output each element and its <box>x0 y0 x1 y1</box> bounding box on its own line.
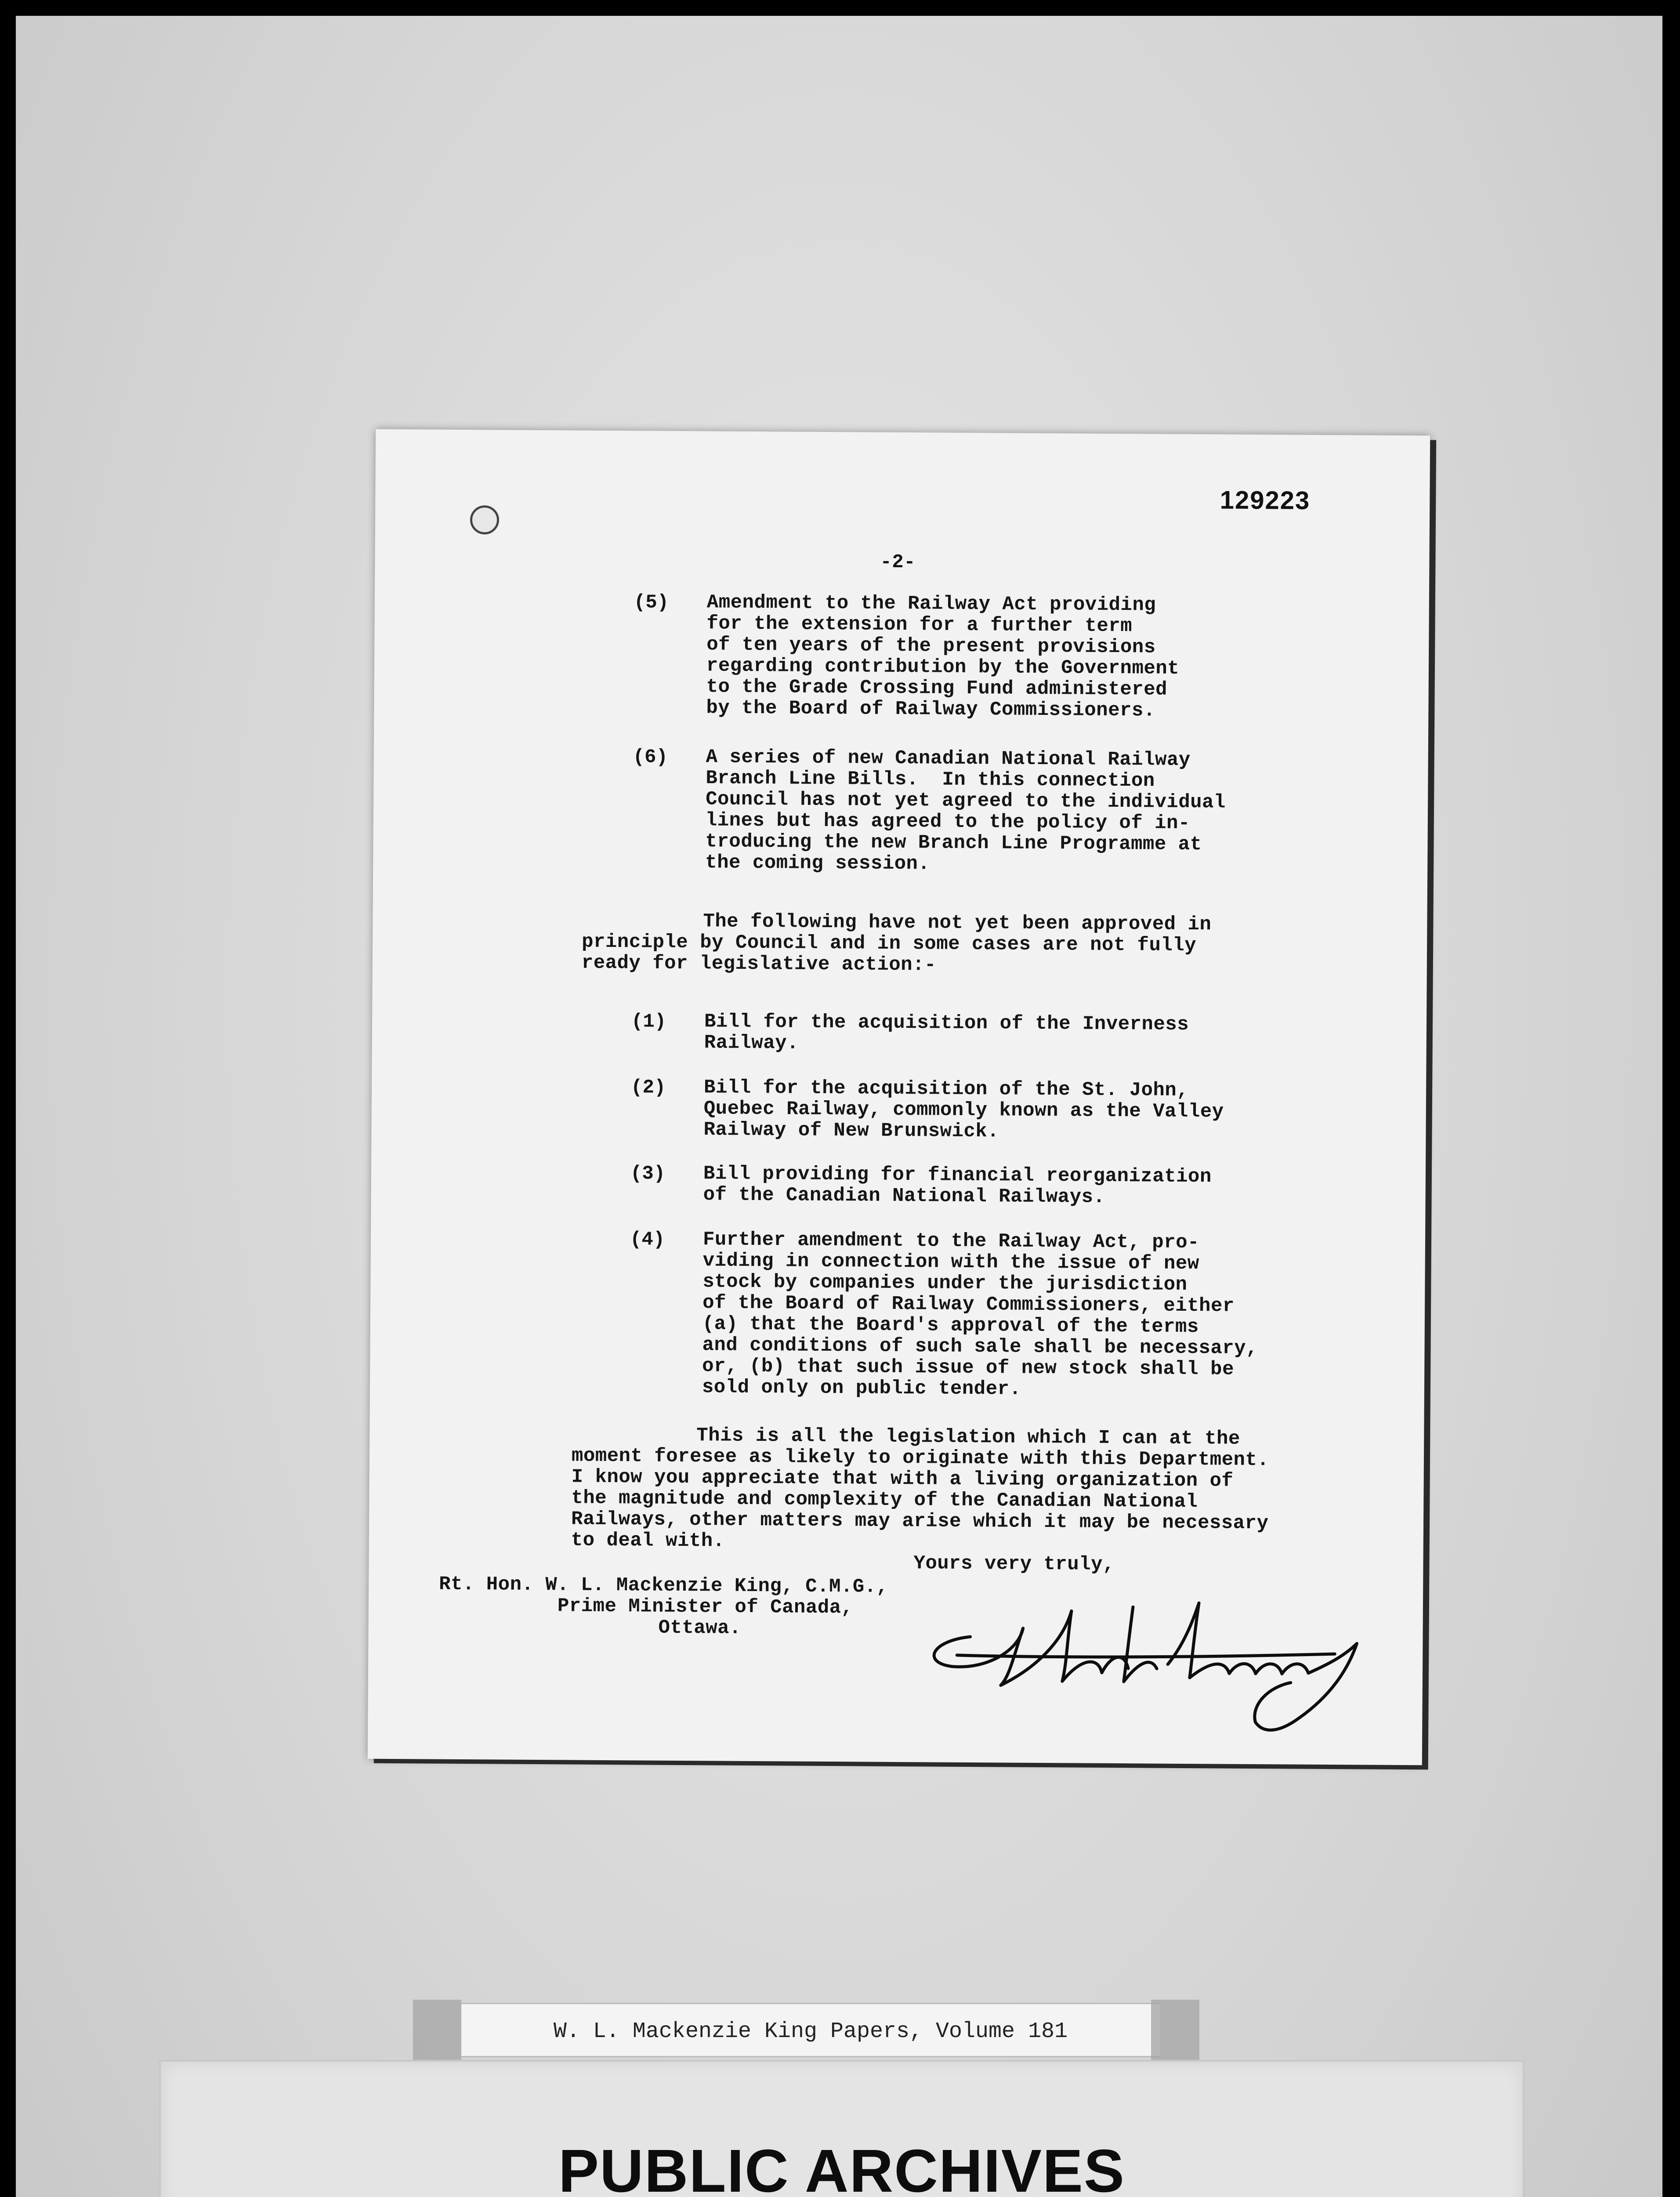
item-number: (1) <box>631 1011 666 1033</box>
item-line: sold only on public tender. <box>702 1376 1021 1400</box>
item-line: Railway. <box>704 1032 799 1055</box>
item-line: of the Board of Railway Commissioners, either <box>702 1292 1235 1317</box>
item-line: viding in connection with the issue of new <box>702 1250 1199 1275</box>
addressee-line: Rt. Hon. W. L. Mackenzie King, C.M.G., <box>439 1573 888 1598</box>
item-number: (4) <box>630 1229 665 1251</box>
volume-label: W. L. Mackenzie King Papers, Volume 181 <box>553 2019 1068 2044</box>
item-line: Bill providing for financial reorganization <box>703 1163 1212 1188</box>
item-line: Branch Line Bills. In this connection <box>706 767 1155 792</box>
item-line: of the Canadian National Railways. <box>703 1184 1105 1208</box>
letter-page <box>368 429 1430 1766</box>
closing-line: This is all the legislation which I can at the <box>696 1425 1241 1450</box>
complimentary-close: Yours very truly, <box>913 1552 1115 1576</box>
intro-line: principle by Council and in some cases are not fully <box>581 931 1197 957</box>
item-line: for the extension for a further term <box>706 613 1133 638</box>
archives-title-en: PUBLIC ARCHIVES <box>558 2137 1125 2197</box>
item-number: (3) <box>630 1163 666 1185</box>
item-line: the coming session. <box>705 852 930 875</box>
item-line: of ten years of the present provisions <box>706 634 1156 659</box>
item-number: (6) <box>633 746 668 769</box>
item-line: or, (b) that such issue of new stock shall be <box>702 1355 1235 1381</box>
item-line: (a) that the Board's approval of the terms <box>702 1313 1199 1338</box>
item-line: Council has not yet agreed to the individual <box>705 788 1226 814</box>
item-line: Quebec Railway, commonly known as the Valley <box>703 1098 1224 1123</box>
item-line: Bill for the acquisition of the Inverness <box>704 1011 1189 1036</box>
item-line: Amendment to the Railway Act providing <box>706 591 1156 616</box>
handwritten-signature <box>904 1553 1371 1740</box>
item-line: A series of new Canadian National Railway <box>706 746 1191 772</box>
closing-line: moment foresee as likely to originate with this Department. <box>571 1445 1269 1472</box>
document-number: 129223 <box>1220 486 1311 515</box>
page-label: -2- <box>880 551 916 574</box>
item-line: Bill for the acquisition of the St. John, <box>703 1077 1189 1102</box>
punch-hole <box>470 505 499 534</box>
volume-label-strip <box>461 2003 1160 2057</box>
intro-line: ready for legislative action:- <box>581 952 937 976</box>
closing-line: the magnitude and complexity of the Canadian National <box>571 1487 1198 1513</box>
closing-line: to deal with. <box>571 1529 725 1552</box>
tape <box>413 2000 461 2061</box>
item-line: to the Grade Crossing Fund administered <box>706 676 1168 701</box>
item-line: regarding contribution by the Government <box>706 655 1180 680</box>
addressee-line: Prime Minister of Canada, <box>557 1595 853 1619</box>
item-line: Further amendment to the Railway Act, pro- <box>702 1229 1200 1254</box>
item-number: (5) <box>634 591 669 614</box>
closing-line: Railways, other matters may arise which it may be necessary <box>571 1508 1269 1535</box>
archives-stamp <box>159 2060 1524 2197</box>
item-line: lines but has agreed to the policy of in- <box>705 809 1191 835</box>
addressee-line: Ottawa. <box>658 1617 742 1639</box>
item-line: and conditions of such sale shall be necessary, <box>702 1334 1258 1360</box>
item-line: Railway of New Brunswick. <box>703 1119 999 1143</box>
closing-line: I know you appreciate that with a living organization of <box>571 1466 1234 1492</box>
item-line: troducing the new Branch Line Programme at <box>705 830 1202 856</box>
item-line: stock by companies under the jurisdiction <box>702 1271 1188 1296</box>
archive-board <box>16 16 1662 2197</box>
intro-line: The following have not yet been approved in <box>703 910 1212 936</box>
item-number: (2) <box>630 1077 666 1099</box>
item-line: by the Board of Railway Commissioners. <box>706 697 1155 722</box>
